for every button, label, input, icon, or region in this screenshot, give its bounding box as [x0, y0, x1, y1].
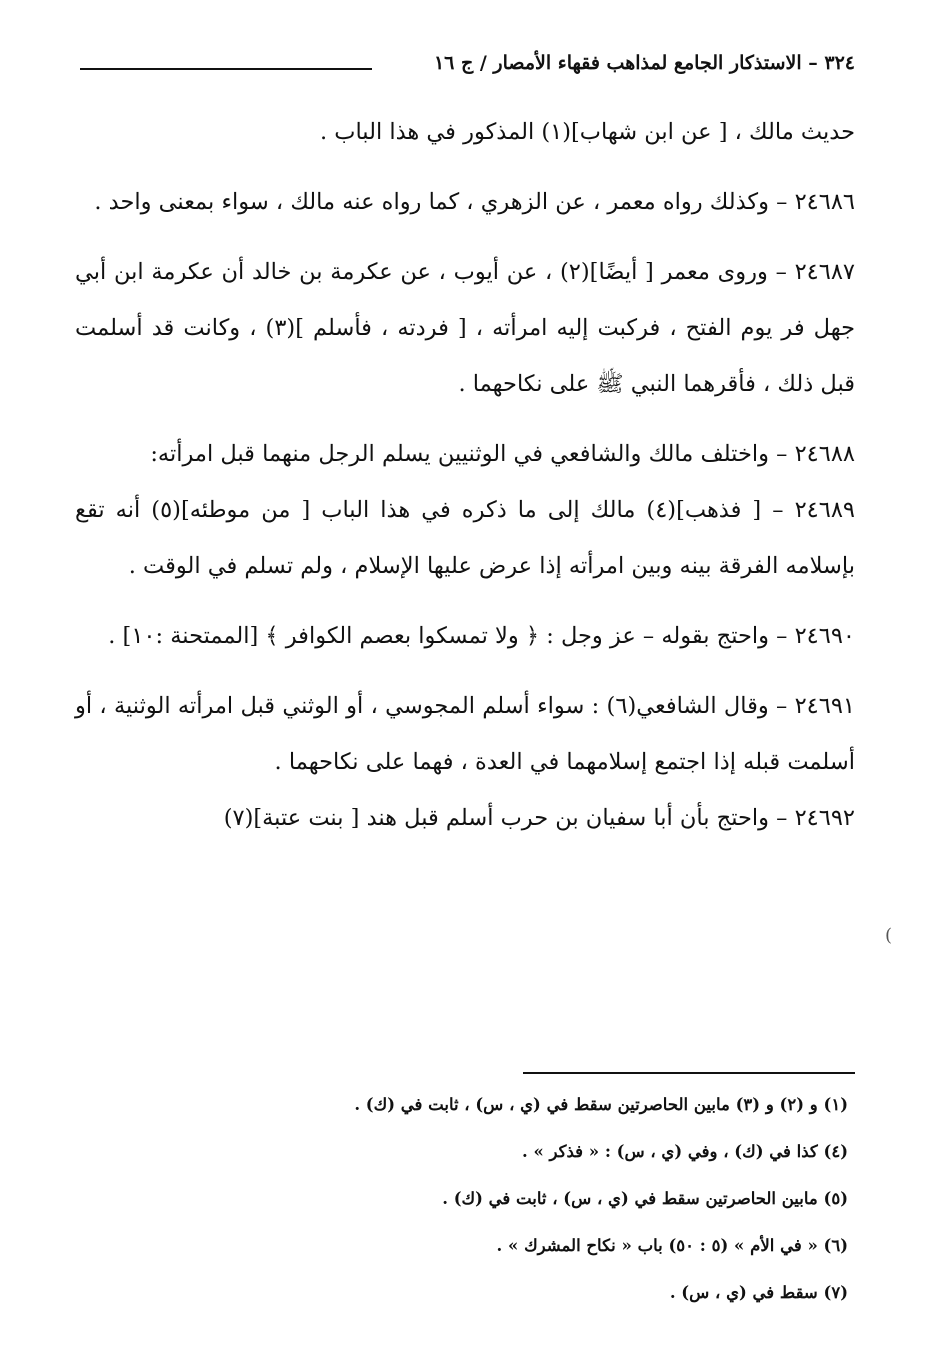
paragraph-24689: ٢٤٦٨٩ – [ فذهب](٤) مالك إلى ما ذكره في هذا الباب [ من موطئه](٥) أنه تقع بإسلامه الفرقة بينه وبين امرأته إذا عرض عليها الإسلام ، ولم تسلم في الوقت . [75, 497, 855, 579]
footnote-5: (٥) مابين الحاصرتين سقط في (ي ، س) ، ثابت في (ك) . [442, 1189, 848, 1208]
page-header [80, 52, 855, 86]
paragraph-24687: ٢٤٦٨٧ – وروى معمر [ أيضًا](٢) ، عن أيوب ، عن عكرمة بن خالد أن عكرمة ابن أبي جهل فر يوم الفتح ، فركبت إليه امرأته ، [ فردته ، فأسلم ](٣) ، وكانت قد أسلمت قبل ذلك ، فأقرهما النبي ﷺ على نكاحهما . [75, 259, 855, 397]
header-rule [80, 68, 372, 70]
footnote-4: (٤) كذا في (ك) ، وفي (ي ، س) : « فذكر » . [521, 1142, 848, 1161]
paragraph-24688: ٢٤٦٨٨ – واختلف مالك والشافعي في الوثنيين يسلم الرجل منهما قبل امرأته: [150, 441, 855, 467]
footnote-6: (٦) « في الأم » (٥ : ٥٠) باب « نكاح المشرك » . [496, 1236, 848, 1255]
paragraph-24692: ٢٤٦٩٢ – واحتج بأن أبا سفيان بن حرب أسلم قبل هند [ بنت عتبة](٧) [223, 805, 855, 831]
footnote-7: (٧) سقط في (ي ، س) . [669, 1283, 848, 1302]
margin-mark: ( [885, 925, 893, 946]
running-title: ٣٢٤ – الاستذكار الجامع لمذاهب فقهاء الأمصار / ج ١٦ [433, 52, 855, 74]
paragraph-continuation: حديث مالك ، [ عن ابن شهاب](١) المذكور في هذا الباب . [319, 119, 855, 145]
paragraph-24691: ٢٤٦٩١ – وقال الشافعي(٦) : سواء أسلم المجوسي ، أو الوثني قبل امرأته الوثنية ، أو أسلمت قبله إذا اجتمع إسلامهما في العدة ، فهما على نكاحهما . [75, 693, 855, 775]
footnote-1-2-3: (١) و (٢) و (٣) مابين الحاصرتين سقط في (ي ، س) ، ثابت في (ك) . [354, 1095, 848, 1114]
footnotes [88, 1090, 848, 1325]
main-text [75, 104, 855, 846]
paragraph-24686: ٢٤٦٨٦ – وكذلك رواه معمر ، عن الزهري ، كما رواه عنه مالك ، سواء بمعنى واحد . [94, 189, 855, 215]
paragraph-24690: ٢٤٦٩٠ – واحتج بقوله – عز وجل : ﴿ ولا تمسكوا بعصم الكوافر ﴾ [الممتحنة :١٠] . [108, 623, 855, 649]
footnote-rule [523, 1072, 855, 1074]
